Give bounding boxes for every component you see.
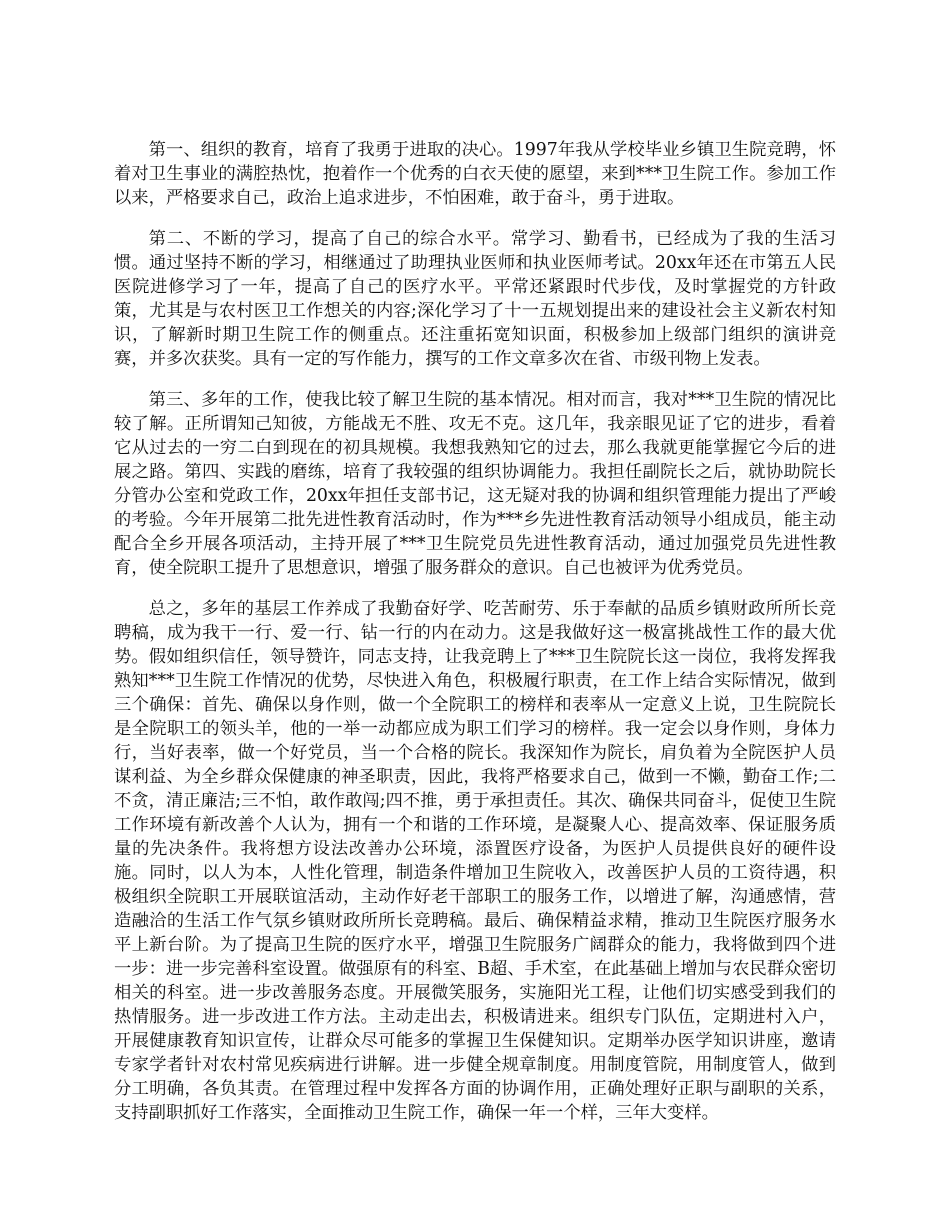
paragraph-learning: 第二、不断的学习，提高了自己的综合水平。常学习、勤看书，已经成为了我的生活习惯。通过坚持不断的学习，相继通过了助理执业医师和执业医师考试。20xx年还在市第五人民医院进修学习了一年，提高了自己的医疗水平。平常还紧跟时代步伐，及时掌握党的方针政策，尤其是与农村医卫工作想关的内容;深化学习了十一五规划提出来的建设社会主义新农村知识，了解新时期卫生院工作的侧重点。还注重拓宽知识面，积极参加上级部门组织的演讲竞赛，并多次获奖。具有一定的写作能力，撰写的工作文章多次在省、市级刊物上发表。 (114, 229, 836, 369)
paragraph-experience: 第三、多年的工作，使我比较了解卫生院的基本情况。相对而言，我对***卫生院的情况比较了解。正所谓知己知彼，方能战无不胜、攻无不克。这几年，我亲眼见证了它的进步，看着它从过去的一穷二白到现在的初具规模。我想我熟知它的过去，那么我就更能掌握它今后的进展之路。第四、实践的磨练，培育了我较强的组织协调能力。我担任副院长之后，就协助院长分管办公室和党政工作，20xx年担任支部书记，这无疑对我的协调和组织管理能力提出了严峻的考验。今年开展第二批先进性教育活动时，作为***乡先进性教育活动领导小组成员，能主动配合全乡开展各项活动，主持开展了***卫生院党员先进性教育活动，通过加强党员先进性教育，使全院职工提升了思想意识，增强了服务群众的意识。自己也被评为优秀党员。 (114, 390, 836, 578)
paragraph-conclusion: 总之，多年的基层工作养成了我勤奋好学、吃苦耐劳、乐于奉献的品质乡镇财政所所长竞聘稿，成为我干一行、爱一行、钻一行的内在动力。这是我做好这一极富挑战性工作的最大优势。假如组织信任，领导赞许，同志支持，让我竞聘上了***卫生院院长这一岗位，我将发挥我熟知***卫生院工作情况的优势，尽快进入角色，积极履行职责，在工作上结合实际情况，做到三个确保：首先、确保以身作则，做一个全院职工的榜样和表率从一定意义上说，卫生院院长是全院职工的领头羊，他的一举一动都应成为职工们学习的榜样。我一定会以身作则，身体力行，当好表率，做一个好党员，当一个合格的院长。我深知作为院长，肩负着为全院医护人员谋利益、为全乡群众保健康的神圣职责，因此，我将严格要求自己，做到一不懒，勤奋工作;二不贪，清正廉洁;三不怕，敢作敢闯;四不推，勇于承担责任。其次、确保共同奋斗，促使卫生院工作环境有新改善个人认为，拥有一个和谐的工作环境，是凝聚人心、提高效率、保证服务质量的先决条件。我将想方设法改善办公环境，添置医疗设备，为医护人员提供良好的硬件设施。同时，以人为本，人性化管理，制造条件增加卫生院收入，改善医护人员的工资待遇，积极组织全院职工开展联谊活动，主动作好老干部职工的服务工作，以增进了解，沟通感情，营造融洽的生活工作气氛乡镇财政所所长竞聘稿。最后、确保精益求精，推动卫生院医疗服务水平上新台阶。为了提高卫生院的医疗水平，增强卫生院服务广阔群众的能力，我将做到四个进一步：进一步完善科室设置。做强原有的科室、B超、手术室，在此基础上增加与农民群众密切相关的科室。进一步改善服务态度。开展微笑服务，实施阳光工程，让他们切实感受到我们的热情服务。进一步改进工作方法。主动走出去，积极请进来。组织专门队伍，定期进村入户，开展健康教育知识宣传，让群众尽可能多的掌握卫生保健知识。定期举办医学知识讲座，邀请专家学者针对农村常见疾病进行讲解。进一步健全规章制度。用制度管院，用制度管人，做到分工明确，各负其责。在管理过程中发挥各方面的协调作用，正确处理好正职与副职的关系，支持副职抓好工作落实，全面推动卫生院工作，确保一年一个样，三年大变样。 (114, 599, 836, 1123)
document-body (114, 138, 836, 1142)
paragraph-education: 第一、组织的教育，培育了我勇于进取的决心。1997年我从学校毕业乡镇卫生院竞聘，怀着对卫生事业的满腔热忱，抱着作一个优秀的白衣天使的愿望，来到***卫生院工作。参加工作以来，严格要求自己，政治上追求进步，不怕困难，敢于奋斗，勇于进取。 (114, 140, 836, 208)
